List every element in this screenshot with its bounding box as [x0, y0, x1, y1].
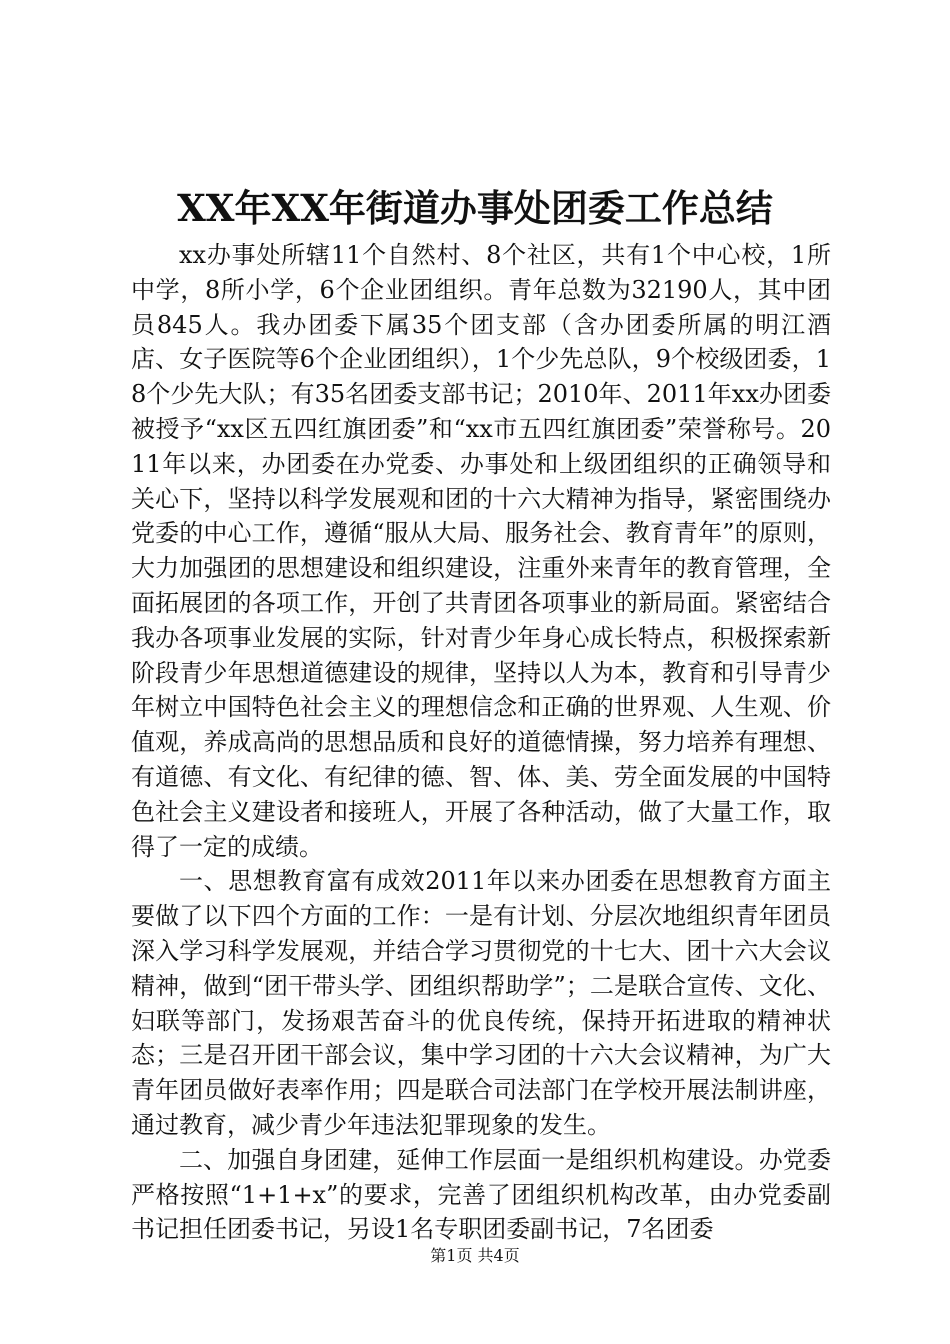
paragraph-section-2: 二、加强自身团建，延伸工作层面一是组织机构建设。办党委严格按照“1+1+x”的要求，完善了团组织机构改革，由办党委副书记担任团委书记，另设1名专职团委副书记，7名团委 [131, 1145, 831, 1244]
document-title: XX年XX年街道办事处团委工作总结 [177, 186, 773, 230]
paragraph-section-1: 一、思想教育富有成效2011年以来办团委在思想教育方面主要做了以下四个方面的工作：一是有计划、分层次地组织青年团员深入学习科学发展观，并结合学习贯彻党的十七大、团十六大会议精神，做到“团干带头学、团组织帮助学”；二是联合宣传、文化、妇联等部门，发扬艰苦奋斗的优良传统，保持开拓进取的精神状态；三是召开团干部会议，集中学习团的十六大会议精神，为广大青年团员做好表率作用；四是联合司法部门在学校开展法制讲座，通过教育，减少青少年违法犯罪现象的发生。 [131, 867, 831, 1139]
document-body [131, 238, 831, 1247]
paragraph-intro: xx办事处所辖11个自然村、8个社区，共有1个中心校，1所中学，8所小学，6个企业团组织。青年总数为32190人，其中团员845人。我办团委下属35个团支部（含办团委所属的明江酒店、女子医院等6个企业团组织），1个少先总队，9个校级团委，18个少先大队；有35名团委支部书记；2010年、2011年xx办团委被授予“xx区五四红旗团委”和“xx市五四红旗团委”荣誉称号。2011年以来，办团委在办党委、办事处和上级团组织的正确领导和关心下，坚持以科学发展观和团的十六大精神为指导，紧密围绕办党委的中心工作，遵循“服从大局、服务社会、教育青年”的原则，大力加强团的思想建设和组织建设，注重外来青年的教育管理，全面拓展团的各项工作，开创了共青团各项事业的新局面。紧密结合我办各项事业发展的实际，针对青少年身心成长特点，积极探索新阶段青少年思想道德建设的规律，坚持以人为本，教育和引导青少年树立中国特色社会主义的理想信念和正确的世界观、人生观、价值观，养成高尚的思想品质和良好的道德情操，努力培养有理想、有道德、有文化、有纪律的德、智、体、美、劳全面发展的中国特色社会主义建设者和接班人，开展了各种活动，做了大量工作，取得了一定的成绩。 [131, 241, 831, 861]
page-footer: 第1页 共4页 [430, 1246, 520, 1265]
